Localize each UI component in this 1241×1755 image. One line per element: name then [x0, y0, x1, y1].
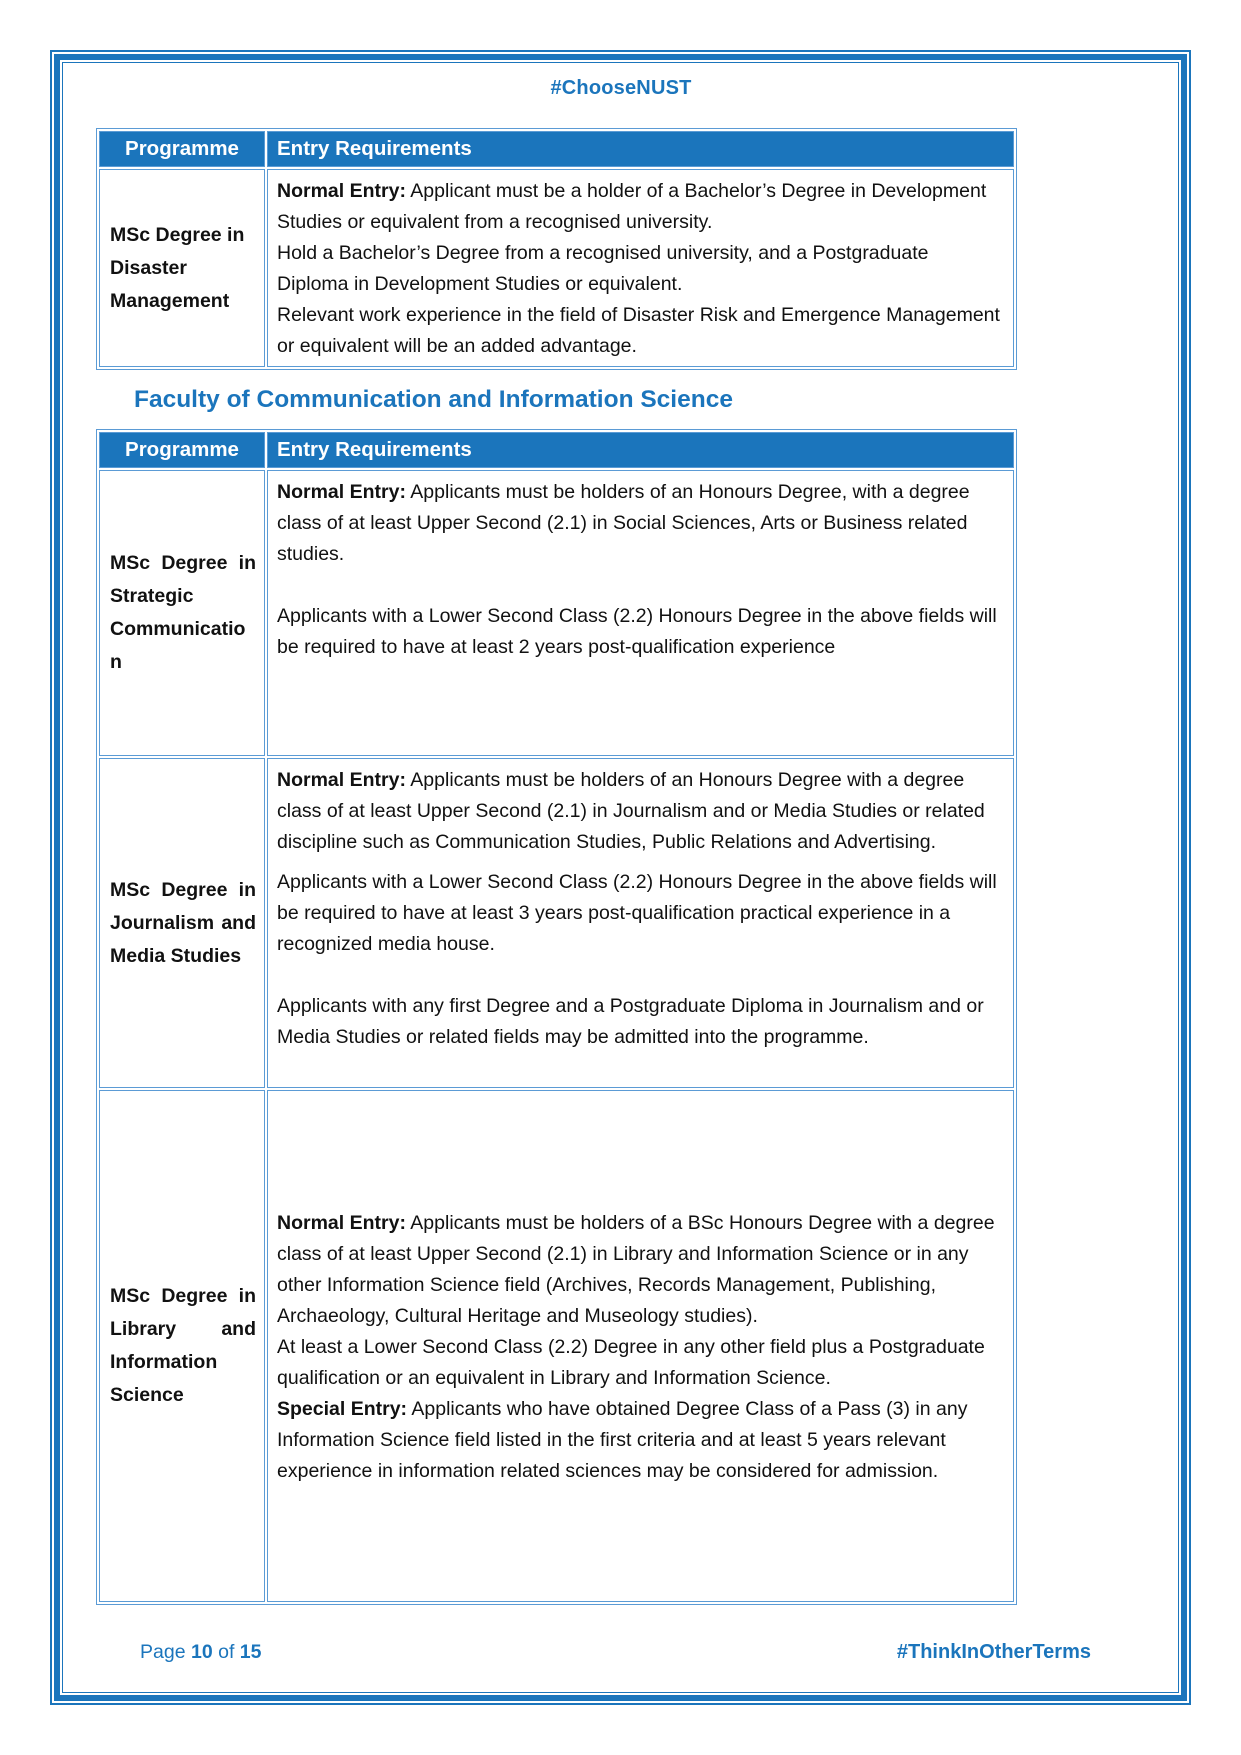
- requirements-cell: [267, 470, 1014, 756]
- communication-faculty-table: [96, 429, 1017, 1605]
- requirements-cell: [267, 758, 1014, 1088]
- table-row: [99, 758, 1014, 1088]
- requirement-paragraph: Normal Entry: Applicants must be holders of an Honours Degree with a degree class of at least Upper Second (2.1) in Journalism and or Media Studies or related discipline such as Communication Studies, Public Relations and Advertising.: [277, 769, 985, 853]
- requirement-paragraph: Normal Entry: Applicants must be holders of a BSc Honours Degree with a degree class of at least Upper Second (2.1) in Library and Information Science or in any other Information Science field (Archives, Records Management, Publishing, Archaeology, Cultural Heritage and Museology studies).: [277, 1211, 995, 1327]
- header-hashtag: #ChooseNUST: [550, 77, 692, 99]
- table-row: [99, 169, 1014, 367]
- requirement-paragraph: Normal Entry: Applicant must be a holder of a Bachelor’s Degree in Development Studies or equivalent from a recognised university.: [277, 180, 987, 233]
- table-row: [99, 470, 1014, 756]
- programme-cell: MSc Degree in Strategic Communication: [99, 470, 265, 756]
- page-number-label: [140, 1641, 261, 1664]
- section-heading: Faculty of Communication and Information Science: [134, 386, 733, 413]
- programme-column-header: Programme: [99, 432, 265, 468]
- page-content: [63, 63, 1178, 1692]
- of-word: of: [218, 1641, 235, 1663]
- table-header-row: [99, 131, 1014, 167]
- requirement-paragraph: Applicants with a Lower Second Class (2.2) Honours Degree in the above fields will be required to have at least 2 years post-qualification experience: [277, 605, 997, 658]
- page-footer: [140, 1641, 1091, 1664]
- disaster-management-table: [96, 128, 1017, 370]
- requirement-paragraph: Relevant work experience in the field of Disaster Risk and Emergence Management or equivalent will be an added advantage.: [277, 304, 1000, 357]
- page-border-outer: [50, 50, 1191, 1705]
- requirements-cell: [267, 169, 1014, 367]
- requirements-column-header: Entry Requirements: [267, 131, 1014, 167]
- requirement-paragraph: Applicants with any first Degree and a Postgraduate Diploma in Journalism and or Media Studies or related fields may be admitted into the programme.: [277, 995, 984, 1048]
- page-word: Page: [140, 1641, 186, 1663]
- requirement-paragraph: Normal Entry: Applicants must be holders of an Honours Degree, with a degree class of at least Upper Second (2.1) in Social Sciences, Arts or Business related studies.: [277, 481, 970, 565]
- entry-type-label: Normal Entry:: [277, 769, 406, 791]
- programme-cell: MSc Degree in Journalism and Media Studies: [99, 758, 265, 1088]
- table-row: [99, 1090, 1014, 1602]
- entry-type-label: Normal Entry:: [277, 180, 406, 202]
- page-border-inner: [62, 62, 1179, 1693]
- requirement-paragraph: Special Entry: Applicants who have obtained Degree Class of a Pass (3) in any Information Science field listed in the first criteria and at least 5 years relevant experience in information related sciences may be considered for admission.: [277, 1397, 968, 1482]
- page-total: 15: [239, 1641, 262, 1663]
- requirement-paragraph: Applicants with a Lower Second Class (2.2) Honours Degree in the above fields will be required to have at least 3 years post-qualification practical experience in a recognized media house.: [277, 871, 997, 955]
- requirement-paragraph: At least a Lower Second Class (2.2) Degree in any other field plus a Postgraduate qualification or an equivalent in Library and Information Science.: [277, 1335, 985, 1389]
- page-border-thick: [54, 54, 1187, 1701]
- requirement-paragraph: Hold a Bachelor’s Degree from a recognised university, and a Postgraduate Diploma in Development Studies or equivalent.: [277, 242, 929, 295]
- entry-type-label: Normal Entry:: [277, 481, 406, 503]
- programme-cell: MSc Degree in Library and Information Science: [99, 1090, 265, 1602]
- footer-hashtag: #ThinkInOtherTerms: [896, 1641, 1091, 1663]
- programme-cell: MSc Degree in Disaster Management: [99, 169, 265, 367]
- table-header-row: [99, 432, 1014, 468]
- requirements-column-header: Entry Requirements: [267, 432, 1014, 468]
- programme-column-header: Programme: [99, 131, 265, 167]
- requirements-cell: [267, 1090, 1014, 1602]
- page-number: 10: [190, 1641, 213, 1663]
- entry-type-label: Normal Entry:: [277, 1211, 406, 1234]
- entry-type-label: Special Entry:: [277, 1397, 408, 1420]
